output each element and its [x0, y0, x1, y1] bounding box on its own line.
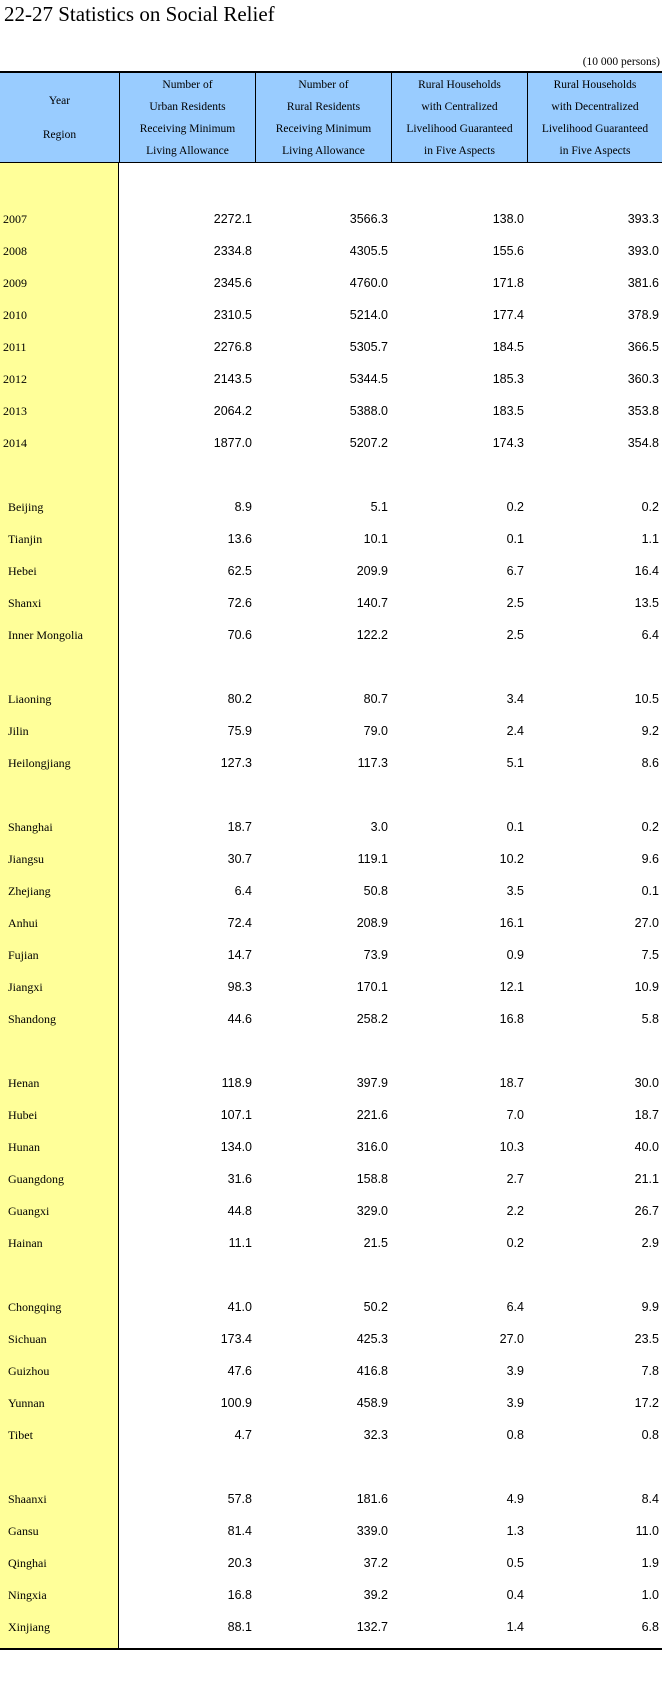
value-cell: 9.2 — [641, 724, 659, 738]
header-year-label: Year — [48, 94, 71, 107]
value-cell: 72.6 — [227, 596, 252, 610]
value-cell: 0.9 — [506, 948, 524, 962]
value-cell: 10.2 — [499, 852, 524, 866]
year-label: 2007 — [3, 211, 27, 226]
value-cell: 80.7 — [363, 692, 388, 706]
region-label: Jiangsu — [8, 851, 44, 866]
value-cell: 354.8 — [627, 436, 659, 450]
table-row — [0, 1483, 662, 1515]
header-rural-min-allowance: Number of Rural Residents Receiving Minimum Living Allowance — [255, 73, 391, 162]
value-cell: 209.9 — [356, 564, 388, 578]
value-cell: 5.1 — [506, 756, 524, 770]
value-cell: 75.9 — [227, 724, 252, 738]
value-cell: 122.2 — [356, 628, 388, 642]
value-cell: 88.1 — [227, 1620, 252, 1634]
region-label: Guangxi — [8, 1203, 50, 1218]
value-cell: 118.9 — [221, 1076, 252, 1090]
value-cell: 81.4 — [227, 1524, 252, 1538]
value-cell: 3.9 — [506, 1364, 524, 1378]
value-cell: 31.6 — [227, 1172, 252, 1186]
table-row — [0, 619, 662, 651]
value-cell: 62.5 — [227, 564, 252, 578]
table-row — [0, 1547, 662, 1579]
value-cell: 21.1 — [634, 1172, 659, 1186]
table-row — [0, 1003, 662, 1035]
value-cell: 339.0 — [356, 1524, 388, 1538]
statistics-table — [0, 71, 662, 1650]
value-cell: 8.4 — [641, 1492, 659, 1506]
value-cell: 132.7 — [356, 1620, 388, 1634]
value-cell: 158.8 — [356, 1172, 388, 1186]
group-spacer — [0, 1451, 662, 1483]
value-cell: 155.6 — [492, 244, 524, 258]
value-cell: 12.1 — [499, 980, 524, 994]
value-cell: 381.6 — [627, 276, 659, 290]
value-cell: 138.0 — [492, 212, 524, 226]
table-row — [0, 1163, 662, 1195]
year-label: 2012 — [3, 371, 27, 386]
value-cell: 0.5 — [506, 1556, 524, 1570]
value-cell: 10.9 — [634, 980, 659, 994]
value-cell: 4.7 — [234, 1428, 252, 1442]
value-cell: 4305.5 — [349, 244, 388, 258]
value-cell: 170.1 — [356, 980, 388, 994]
value-cell: 2.7 — [506, 1172, 524, 1186]
value-cell: 208.9 — [356, 916, 388, 930]
value-cell: 0.1 — [641, 884, 659, 898]
region-label: Guangdong — [8, 1171, 64, 1186]
header-centralized-five-aspects: Rural Households with Centralized Livelihood Guaranteed in Five Aspects — [391, 73, 527, 162]
value-cell: 6.4 — [234, 884, 252, 898]
value-cell: 13.5 — [634, 596, 659, 610]
value-cell: 353.8 — [627, 404, 659, 418]
value-cell: 44.8 — [227, 1204, 252, 1218]
value-cell: 393.0 — [627, 244, 659, 258]
value-cell: 2064.2 — [213, 404, 252, 418]
region-label: Shandong — [8, 1011, 56, 1026]
value-cell: 2276.8 — [213, 340, 252, 354]
table-row — [0, 1355, 662, 1387]
table-row — [0, 1099, 662, 1131]
value-cell: 6.8 — [641, 1620, 659, 1634]
value-cell: 23.5 — [634, 1332, 659, 1346]
value-cell: 177.4 — [492, 308, 524, 322]
table-row — [0, 1195, 662, 1227]
value-cell: 8.9 — [234, 500, 252, 514]
value-cell: 11.1 — [228, 1236, 252, 1250]
region-label: Jiangxi — [8, 979, 43, 994]
value-cell: 134.0 — [220, 1140, 252, 1154]
table-row — [0, 1323, 662, 1355]
value-cell: 0.2 — [641, 500, 659, 514]
table-row — [0, 1227, 662, 1259]
region-label: Henan — [8, 1075, 40, 1090]
year-label: 2008 — [3, 243, 27, 258]
value-cell: 41.0 — [227, 1300, 252, 1314]
value-cell: 9.6 — [641, 852, 659, 866]
table-row — [0, 331, 662, 363]
region-label: Liaoning — [8, 691, 52, 706]
value-cell: 185.3 — [492, 372, 524, 386]
table-row — [0, 267, 662, 299]
table-row — [0, 1419, 662, 1451]
value-cell: 16.4 — [634, 564, 659, 578]
value-cell: 26.7 — [634, 1204, 659, 1218]
value-cell: 32.3 — [363, 1428, 388, 1442]
value-cell: 0.4 — [506, 1588, 524, 1602]
value-cell: 316.0 — [356, 1140, 388, 1154]
region-label: Xinjiang — [8, 1619, 50, 1634]
group-spacer — [0, 1259, 662, 1291]
header-urban-min-allowance: Number of Urban Residents Receiving Minimum Living Allowance — [119, 73, 255, 162]
value-cell: 0.1 — [506, 532, 524, 546]
value-cell: 72.4 — [227, 916, 252, 930]
value-cell: 1877.0 — [213, 436, 252, 450]
value-cell: 10.1 — [363, 532, 388, 546]
value-cell: 57.8 — [227, 1492, 252, 1506]
value-cell: 37.2 — [363, 1556, 388, 1570]
value-cell: 0.2 — [506, 1236, 524, 1250]
value-cell: 4760.0 — [349, 276, 388, 290]
value-cell: 221.6 — [356, 1108, 388, 1122]
value-cell: 183.5 — [492, 404, 524, 418]
page-title: 22-27 Statistics on Social Relief — [4, 2, 275, 26]
region-label: Yunnan — [8, 1395, 45, 1410]
value-cell: 6.4 — [506, 1300, 524, 1314]
table-row — [0, 1387, 662, 1419]
region-label: Tianjin — [8, 531, 43, 546]
value-cell: 5.1 — [370, 500, 388, 514]
value-cell: 416.8 — [356, 1364, 388, 1378]
value-cell: 2310.5 — [213, 308, 252, 322]
value-cell: 6.4 — [641, 628, 659, 642]
region-label: Hunan — [8, 1139, 40, 1154]
value-cell: 7.0 — [506, 1108, 524, 1122]
table-row — [0, 491, 662, 523]
value-cell: 6.7 — [506, 564, 524, 578]
value-cell: 181.6 — [356, 1492, 388, 1506]
value-cell: 5344.5 — [349, 372, 388, 386]
value-cell: 2.9 — [641, 1236, 659, 1250]
table-row — [0, 1579, 662, 1611]
unit-note: (10 000 persons) — [582, 56, 660, 68]
value-cell: 0.8 — [506, 1428, 524, 1442]
value-cell: 329.0 — [356, 1204, 388, 1218]
region-label: Fujian — [8, 947, 39, 962]
value-cell: 107.1 — [220, 1108, 252, 1122]
value-cell: 50.8 — [363, 884, 388, 898]
value-cell: 3.0 — [370, 820, 388, 834]
value-cell: 3.9 — [506, 1396, 524, 1410]
value-cell: 378.9 — [627, 308, 659, 322]
value-cell: 0.8 — [641, 1428, 659, 1442]
value-cell: 1.9 — [641, 1556, 659, 1570]
value-cell: 14.7 — [227, 948, 252, 962]
value-cell: 360.3 — [627, 372, 659, 386]
value-cell: 0.2 — [641, 820, 659, 834]
value-cell: 18.7 — [499, 1076, 524, 1090]
region-label: Anhui — [8, 915, 38, 930]
value-cell: 119.1 — [357, 852, 388, 866]
value-cell: 10.5 — [634, 692, 659, 706]
value-cell: 20.3 — [227, 1556, 252, 1570]
year-label: 2014 — [3, 435, 27, 450]
value-cell: 100.9 — [220, 1396, 252, 1410]
value-cell: 4.9 — [506, 1492, 524, 1506]
region-label: Chongqing — [8, 1299, 62, 1314]
region-label: Shanxi — [8, 595, 42, 610]
value-cell: 184.5 — [492, 340, 524, 354]
value-cell: 2345.6 — [213, 276, 252, 290]
value-cell: 80.2 — [227, 692, 252, 706]
value-cell: 9.9 — [641, 1300, 659, 1314]
value-cell: 1.1 — [641, 532, 659, 546]
group-spacer — [0, 779, 662, 811]
group-spacer — [0, 651, 662, 683]
table-row — [0, 1291, 662, 1323]
table-row — [0, 683, 662, 715]
value-cell: 127.3 — [220, 756, 252, 770]
table-row — [0, 1131, 662, 1163]
region-label: Ningxia — [8, 1587, 47, 1602]
value-cell: 18.7 — [227, 820, 252, 834]
value-cell: 5305.7 — [349, 340, 388, 354]
region-label: Hebei — [8, 563, 37, 578]
value-cell: 2.2 — [506, 1204, 524, 1218]
year-label: 2010 — [3, 307, 27, 322]
value-cell: 5388.0 — [349, 404, 388, 418]
value-cell: 5214.0 — [349, 308, 388, 322]
value-cell: 458.9 — [356, 1396, 388, 1410]
value-cell: 2.4 — [506, 724, 524, 738]
table-row — [0, 235, 662, 267]
header-region-label: Region — [42, 128, 77, 141]
region-label: Inner Mongolia — [8, 627, 83, 642]
value-cell: 10.3 — [499, 1140, 524, 1154]
region-label: Hainan — [8, 1235, 43, 1250]
region-label: Qinghai — [8, 1555, 47, 1570]
table-row — [0, 715, 662, 747]
table-row — [0, 747, 662, 779]
year-label: 2009 — [3, 275, 27, 290]
value-cell: 171.8 — [492, 276, 524, 290]
table-row — [0, 299, 662, 331]
value-cell: 258.2 — [356, 1012, 388, 1026]
value-cell: 18.7 — [634, 1108, 659, 1122]
table-row — [0, 907, 662, 939]
region-label: Gansu — [8, 1523, 39, 1538]
value-cell: 21.5 — [363, 1236, 388, 1250]
year-label: 2011 — [3, 339, 27, 354]
region-label: Beijing — [8, 499, 44, 514]
table-row — [0, 1067, 662, 1099]
value-cell: 1.3 — [506, 1524, 524, 1538]
table-row — [0, 363, 662, 395]
value-cell: 2143.5 — [213, 372, 252, 386]
value-cell: 16.8 — [499, 1012, 524, 1026]
table-row — [0, 555, 662, 587]
table-row — [0, 843, 662, 875]
group-spacer — [0, 459, 662, 491]
value-cell: 2272.1 — [213, 212, 252, 226]
value-cell: 27.0 — [634, 916, 659, 930]
value-cell: 0.1 — [506, 820, 524, 834]
region-label: Jilin — [8, 723, 29, 738]
table-header — [0, 71, 662, 163]
table-row — [0, 395, 662, 427]
year-label: 2013 — [3, 403, 27, 418]
region-label: Heilongjiang — [8, 755, 71, 770]
value-cell: 13.6 — [227, 532, 252, 546]
table-row — [0, 427, 662, 459]
value-cell: 8.6 — [641, 756, 659, 770]
region-label: Tibet — [8, 1427, 33, 1442]
table-row — [0, 939, 662, 971]
value-cell: 17.2 — [634, 1396, 659, 1410]
value-cell: 16.8 — [227, 1588, 252, 1602]
value-cell: 397.9 — [356, 1076, 388, 1090]
value-cell: 39.2 — [363, 1588, 388, 1602]
value-cell: 16.1 — [499, 916, 524, 930]
region-label: Hubei — [8, 1107, 38, 1122]
value-cell: 140.7 — [356, 596, 388, 610]
header-year-region — [0, 73, 119, 162]
value-cell: 7.5 — [641, 948, 659, 962]
value-cell: 2.5 — [506, 628, 524, 642]
value-cell: 50.2 — [363, 1300, 388, 1314]
value-cell: 2334.8 — [213, 244, 252, 258]
value-cell: 27.0 — [499, 1332, 524, 1346]
value-cell: 1.4 — [506, 1620, 524, 1634]
group-spacer — [0, 1035, 662, 1067]
table-row — [0, 523, 662, 555]
header-decentralized-five-aspects: Rural Households with Decentralized Livelihood Guaranteed in Five Aspects — [527, 73, 662, 162]
value-cell: 174.3 — [492, 436, 524, 450]
value-cell: 5.8 — [641, 1012, 659, 1026]
value-cell: 2.5 — [506, 596, 524, 610]
value-cell: 117.3 — [357, 756, 388, 770]
region-label: Sichuan — [8, 1331, 47, 1346]
value-cell: 11.0 — [635, 1524, 659, 1538]
value-cell: 1.0 — [641, 1588, 659, 1602]
region-label: Zhejiang — [8, 883, 51, 898]
value-cell: 366.5 — [627, 340, 659, 354]
value-cell: 47.6 — [227, 1364, 252, 1378]
region-label: Guizhou — [8, 1363, 50, 1378]
value-cell: 30.7 — [227, 852, 252, 866]
value-cell: 40.0 — [634, 1140, 659, 1154]
table-row — [0, 587, 662, 619]
table-row — [0, 971, 662, 1003]
value-cell: 7.8 — [641, 1364, 659, 1378]
value-cell: 3.5 — [506, 884, 524, 898]
value-cell: 0.2 — [506, 500, 524, 514]
value-cell: 44.6 — [227, 1012, 252, 1026]
table-row — [0, 875, 662, 907]
table-body — [0, 163, 662, 1650]
table-rows — [0, 203, 662, 1643]
value-cell: 70.6 — [227, 628, 252, 642]
value-cell: 3566.3 — [349, 212, 388, 226]
table-row — [0, 203, 662, 235]
table-row — [0, 1611, 662, 1643]
region-label: Shaanxi — [8, 1491, 47, 1506]
value-cell: 425.3 — [356, 1332, 388, 1346]
value-cell: 5207.2 — [349, 436, 388, 450]
table-row — [0, 1515, 662, 1547]
value-cell: 30.0 — [634, 1076, 659, 1090]
value-cell: 79.0 — [363, 724, 388, 738]
value-cell: 73.9 — [363, 948, 388, 962]
value-cell: 173.4 — [220, 1332, 252, 1346]
value-cell: 3.4 — [506, 692, 524, 706]
value-cell: 393.3 — [627, 212, 659, 226]
region-label: Shanghai — [8, 819, 53, 834]
table-row — [0, 811, 662, 843]
value-cell: 98.3 — [227, 980, 252, 994]
